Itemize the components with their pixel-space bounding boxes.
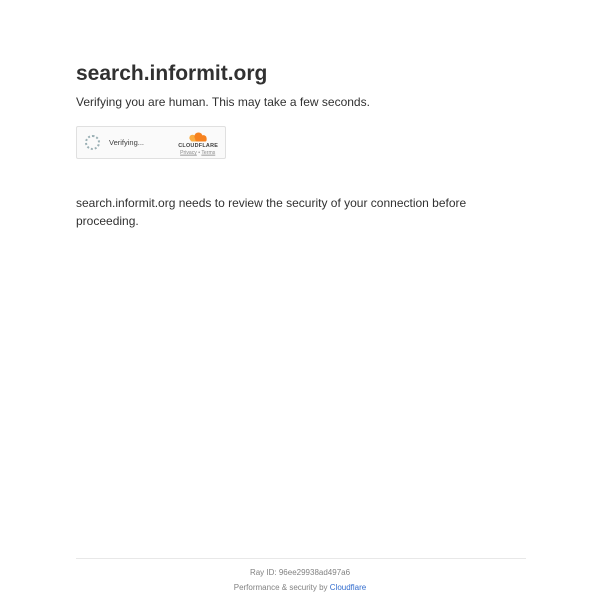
cloudflare-wordmark: CLOUDFLARE: [177, 142, 218, 149]
security-review-message: search.informit.org needs to review the security of your connection before proceeding.: [76, 196, 467, 228]
cloudflare-link[interactable]: Cloudflare: [329, 583, 367, 592]
footer-divider: [76, 558, 526, 559]
link-separator: •: [198, 149, 201, 156]
ray-id-value: 96ee29938ad497a6: [278, 568, 351, 577]
cloudflare-cloud-logo-icon: [186, 132, 210, 142]
widget-legal-links: [180, 150, 215, 155]
cloudflare-verification-widget: [76, 126, 226, 159]
ray-id-line: [0, 568, 600, 577]
ray-id-label: Ray ID:: [249, 568, 277, 577]
page-footer: [0, 558, 600, 600]
widget-branding: [176, 130, 220, 156]
main-content: [0, 0, 600, 230]
terms-link[interactable]: Terms: [201, 149, 216, 156]
widget-status-group: [85, 135, 144, 150]
widget-status-label: Verifying...: [109, 138, 145, 147]
security-attribution-text: Performance & security by: [233, 583, 328, 592]
verification-status-text: Verifying you are human. This may take a few seconds.: [76, 95, 370, 109]
page-title: search.informit.org: [76, 62, 268, 85]
spinner-icon: [85, 135, 100, 150]
privacy-link[interactable]: Privacy: [180, 149, 197, 156]
security-attribution-line: [0, 583, 600, 592]
